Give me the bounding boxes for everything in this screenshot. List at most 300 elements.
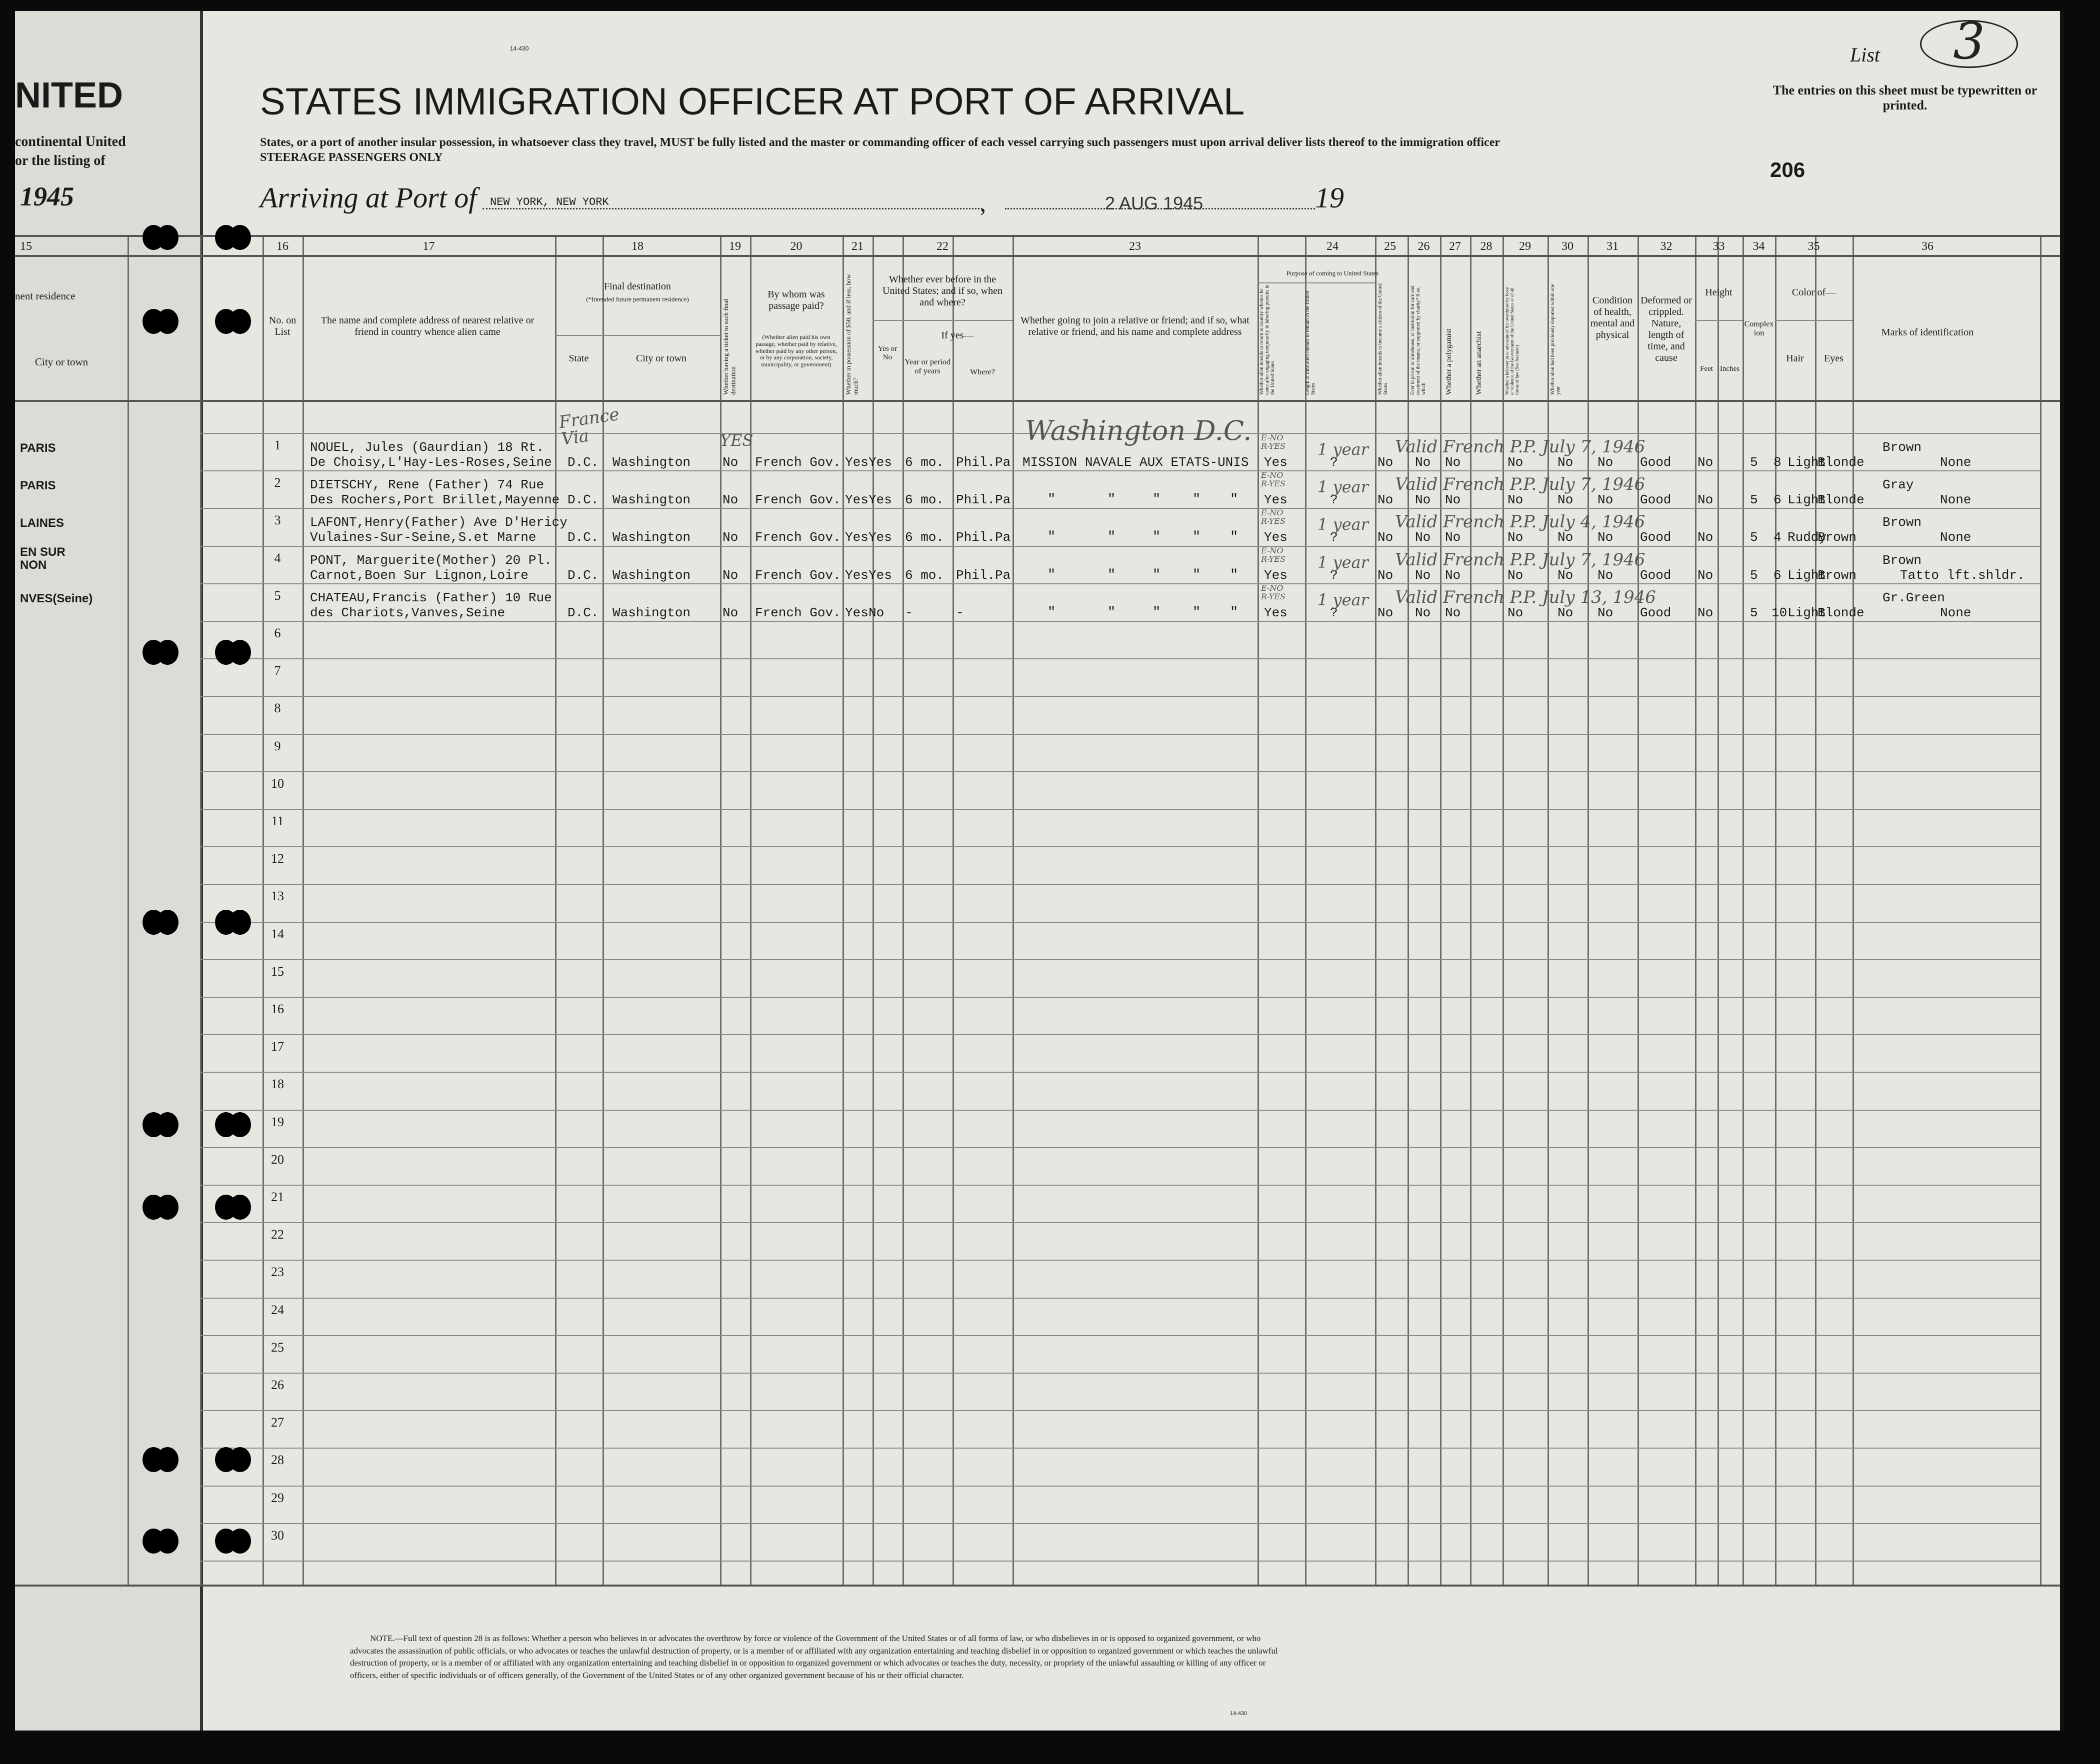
deformed: No [1698, 530, 1714, 545]
height-inches: 10 [1772, 605, 1788, 620]
grid-row-line [200, 1410, 2040, 1411]
handwritten-passport: Valid French P.P. July 7, 1946 [1395, 437, 1646, 457]
relative-address: De Choisy,L'Hay-Les-Roses,Seine [310, 455, 552, 470]
row-number: 15 [271, 964, 284, 979]
punch-hole [142, 640, 182, 665]
ditto-mark: " [1192, 605, 1201, 620]
handwritten-purpose: E-NO R-YES [1261, 546, 1286, 564]
punch-hole [215, 640, 255, 665]
col-19-num: 19 [729, 240, 741, 253]
row-number: 20 [271, 1152, 284, 1167]
length-of-stay: ? [1330, 530, 1338, 545]
row-number: 4 [274, 551, 281, 565]
ditto-mark: " [1152, 568, 1161, 583]
left-residence-city: PARIS [20, 441, 56, 455]
eye-color: Brown [1882, 515, 1922, 530]
col-26-num: 26 [1418, 240, 1430, 253]
grid-row-line [200, 1561, 2040, 1562]
ditto-mark: " [1230, 492, 1238, 507]
handwritten-length: 1 year [1318, 440, 1368, 459]
grid-hline [15, 235, 2060, 237]
dest-city: Washington [612, 605, 691, 620]
relative-address: Des Rochers,Port Brillet,Mayenne [310, 492, 560, 507]
overthrow: No [1558, 605, 1574, 620]
col-18-sub: (*Intended future permanent residence) [586, 295, 689, 303]
row-number: 8 [274, 701, 281, 715]
ticket: No [722, 568, 738, 583]
deported: No [1598, 492, 1614, 507]
col-30-num: 30 [1562, 240, 1574, 253]
grid-hline [15, 400, 2060, 402]
punch-hole [142, 1447, 182, 1472]
handwritten-passport: Valid French P.P. July 4, 1946 [1395, 512, 1646, 532]
health: Good [1640, 605, 1672, 620]
grid-row-line [200, 809, 2040, 810]
row-number: 28 [271, 1453, 284, 1467]
row-number: 16 [271, 1002, 284, 1016]
deported: No [1598, 455, 1614, 470]
col-22-where: Where? [970, 368, 995, 376]
ditto-mark: " [1048, 568, 1056, 583]
polygamist: No [1445, 605, 1461, 620]
left-line-2: or the listing of [15, 153, 106, 168]
grid-sub-line [872, 320, 1012, 321]
grid-row-line [200, 922, 2040, 923]
complexion: Light [1788, 605, 1827, 620]
intends-return: Yes [1264, 530, 1288, 545]
relative-name: NOUEL, Jules (Gaurdian) 18 Rt. [310, 440, 544, 455]
where-in-us: - [956, 605, 964, 620]
col-22-yesno: Yes or No [878, 345, 898, 362]
polygamist: No [1445, 530, 1461, 545]
grid-row-line [200, 997, 2040, 998]
punch-hole [142, 225, 182, 250]
col-17-label: The name and complete address of nearest relative or friend in country whence alien came [320, 315, 534, 337]
has-fifty-dollars: Yes [845, 568, 868, 583]
height-inches: 6 [1774, 568, 1782, 583]
polygamist: No [1445, 568, 1461, 583]
intends-citizen: No [1378, 455, 1394, 470]
punch-hole [142, 1195, 182, 1220]
ticket: No [722, 492, 738, 507]
complexion: Light [1788, 568, 1827, 583]
row-number: 2 [274, 475, 281, 490]
left-line-1: continental United [15, 134, 126, 149]
row-number: 13 [271, 889, 284, 903]
col-27-num: 27 [1449, 240, 1461, 253]
col-32-num: 32 [1660, 240, 1672, 253]
left-residence-city: NVES(Seine) [20, 592, 93, 605]
dest-city: Washington [612, 568, 691, 583]
punch-hole [215, 1112, 255, 1137]
arriving-label: Arriving at Port of [260, 181, 477, 214]
dest-state: D.C. [568, 605, 599, 620]
grid-row-line [200, 1523, 2040, 1524]
left-title-fragment: NITED [15, 75, 123, 115]
anarchist: No [1508, 492, 1524, 507]
deported: No [1598, 530, 1614, 545]
identification-marks: None [1940, 605, 1972, 620]
handwritten-destination-note: France Via [558, 404, 621, 450]
steerage-label: STEERAGE PASSENGERS ONLY [260, 151, 443, 164]
period-in-us: 6 mo. [905, 530, 944, 545]
col-33-inches: Inches [1720, 365, 1740, 373]
previously-in-us: Yes [868, 492, 892, 507]
handwritten-passport: Valid French P.P. July 7, 1946 [1395, 474, 1646, 494]
ditto-mark: " [1152, 530, 1161, 545]
ditto-mark: " [1152, 492, 1161, 507]
row-number: 22 [271, 1227, 284, 1242]
deformed: No [1698, 492, 1714, 507]
col-24-num: 24 [1326, 240, 1338, 253]
row-number: 29 [271, 1491, 284, 1505]
row-number: 12 [271, 851, 284, 866]
grid-row-line [200, 1298, 2040, 1299]
grid-row-line [200, 1034, 2040, 1035]
relative-name: DIETSCHY, Rene (Father) 74 Rue [310, 477, 544, 492]
col-17-num: 17 [422, 240, 435, 253]
punch-hole [142, 910, 182, 935]
grid-row-line [200, 959, 2040, 960]
anarchist: No [1508, 455, 1524, 470]
handwritten-passport: Valid French P.P. July 13, 1946 [1395, 587, 1656, 607]
previously-in-us: Yes [868, 530, 892, 545]
grid-sub-line [1695, 320, 1742, 321]
identification-marks: Tatto lft.shldr. [1900, 568, 2025, 583]
handwritten-join-city: Washington D.C. [1025, 415, 1252, 446]
passage-paid-by: French Gov. [755, 455, 841, 470]
eye-color: Brown [1882, 440, 1922, 455]
year-prefix: 19 [1315, 181, 1344, 214]
health: Good [1640, 530, 1672, 545]
anarchist: No [1508, 605, 1524, 620]
left-residence-city: PARIS [20, 479, 56, 492]
grid-sub-line [1775, 320, 1852, 321]
punch-hole [215, 309, 255, 334]
col-28-num: 28 [1480, 240, 1492, 253]
col-23-label: Whether going to join a relative or friend; and if so, what relative or friend, and his name and complete address [1020, 315, 1250, 337]
col-24-label: Purpose of coming to United States [1286, 269, 1379, 277]
grid-hline [15, 1585, 2060, 1587]
arrival-date-stamp: 2 AUG 1945 [1105, 193, 1204, 213]
col-34-label: Complexion [1744, 320, 1774, 338]
grid-row-line [200, 884, 2040, 885]
length-of-stay: ? [1330, 492, 1338, 507]
passage-paid-by: French Gov. [755, 530, 841, 545]
col-28-label: Whether an anarchist [1475, 331, 1483, 395]
handwritten-purpose: E-NO R-YES [1261, 470, 1286, 488]
col-32-label: Deformed or crippled. Nature, length of time, and cause [1640, 295, 1692, 363]
intends-return: Yes [1264, 605, 1288, 620]
col-19-label: Whether having a ticket to such final destination [722, 298, 737, 395]
row-number: 23 [271, 1265, 284, 1279]
grid-row-line [200, 1147, 2040, 1148]
list-label: List [1850, 43, 1880, 66]
ticket: No [722, 455, 738, 470]
col-22-ifyes: If yes— [941, 330, 974, 341]
period-in-us: - [905, 605, 913, 620]
intends-citizen: No [1378, 492, 1394, 507]
hair-color: Blonde [1818, 492, 1864, 507]
entries-note: The entries on this sheet must be typewritten or printed. [1772, 83, 2038, 112]
hair-color: Blonde [1818, 605, 1864, 620]
deported: No [1598, 605, 1614, 620]
row-number: 19 [271, 1115, 284, 1129]
left-col-header: nent residence [15, 290, 76, 302]
anarchist: No [1508, 568, 1524, 583]
instructions: States, or a port of another insular possession, in whatsoever class they travel, MUST be fully listed and the master or commanding officer of each vessel carrying such passengers must upon arrival deliver lists thereof to the immigration officer [260, 136, 1500, 149]
health: Good [1640, 455, 1672, 470]
dest-city: Washington [612, 492, 691, 507]
handwritten-length: 1 year [1318, 590, 1368, 609]
table-row [0, 470, 2045, 507]
height-feet: 5 [1750, 492, 1758, 507]
eye-color: Gr.Green [1882, 590, 1945, 605]
prison-record: No [1415, 605, 1431, 620]
height-inches: 6 [1774, 492, 1782, 507]
grid-row-line [200, 1072, 2040, 1073]
where-in-us: Phil.Pa [956, 492, 1011, 507]
col-33-label: Height [1705, 287, 1732, 298]
passage-paid-by: French Gov. [755, 568, 841, 583]
col-18-num: 18 [632, 240, 644, 253]
col-21-num: 21 [852, 240, 864, 253]
height-feet: 5 [1750, 530, 1758, 545]
punch-hole [142, 1529, 182, 1554]
col-18-state: State [568, 353, 589, 364]
punch-hole [215, 910, 255, 935]
port-line [482, 208, 982, 209]
has-fifty-dollars: Yes [845, 605, 868, 620]
intends-return: Yes [1264, 492, 1288, 507]
row-number: 11 [271, 814, 284, 828]
row-number: 5 [274, 588, 281, 603]
left-col-number: 15 [20, 240, 32, 253]
port-of-arrival: NEW YORK, NEW YORK [490, 196, 609, 208]
handwritten-length: 1 year [1318, 515, 1368, 534]
has-fifty-dollars: Yes [845, 492, 868, 507]
grid-row-line [200, 1222, 2040, 1223]
passage-paid-by: French Gov. [755, 605, 841, 620]
handwritten-purpose: E-NO R-YES [1261, 433, 1286, 451]
table-row [0, 546, 2045, 583]
col-29-label: Whether a believer in or advocate of the overthrow by force or violence of the Government of the United States or of all forms of law (See footnote) [1504, 287, 1520, 395]
relative-address: Carnot,Boen Sur Lignon,Loire [310, 568, 528, 583]
where-in-us: Phil.Pa [956, 530, 1011, 545]
deformed: No [1698, 605, 1714, 620]
ditto-mark: " [1048, 492, 1056, 507]
height-inches: 8 [1774, 455, 1782, 470]
intends-return: Yes [1264, 455, 1288, 470]
ditto-mark: " [1152, 605, 1161, 620]
overthrow: No [1558, 492, 1574, 507]
col-31-num: 31 [1606, 240, 1618, 253]
dest-state: D.C. [568, 568, 599, 583]
relative-address: des Chariots,Vanves,Seine [310, 605, 506, 620]
period-in-us: 6 mo. [905, 568, 944, 583]
height-feet: 5 [1750, 605, 1758, 620]
ditto-mark: " [1048, 530, 1056, 545]
intends-citizen: No [1378, 568, 1394, 583]
punch-hole [142, 1112, 182, 1137]
joining-relative: MISSION NAVALE AUX ETATS-UNIS [1022, 455, 1249, 470]
col-18-label: Final destination [604, 281, 671, 292]
intends-return: Yes [1264, 568, 1288, 583]
col-36-num: 36 [1922, 240, 1934, 253]
col-36-label: Marks of identification [1881, 327, 1974, 338]
col-24a-label: Whether alien intends to return to country whence he came after engaging temporarily in laboring pursuits in the United States [1259, 284, 1276, 395]
period-in-us: 6 mo. [905, 492, 944, 507]
form-code-top: 14-430 [510, 45, 529, 52]
polygamist: No [1445, 492, 1461, 507]
grid-row-line [200, 658, 2040, 659]
prison-record: No [1415, 568, 1431, 583]
dest-city: Washington [612, 530, 691, 545]
col-23-num: 23 [1129, 240, 1141, 253]
grid-hline [15, 255, 2060, 257]
ditto-mark: " [1192, 568, 1201, 583]
passage-paid-by: French Gov. [755, 492, 841, 507]
col-22-num: 22 [936, 240, 948, 253]
eye-color: Gray [1882, 477, 1914, 492]
prison-record: No [1415, 492, 1431, 507]
row-number: 18 [271, 1077, 284, 1091]
row-number: 21 [271, 1190, 284, 1204]
previously-in-us: Yes [868, 455, 892, 470]
identification-marks: None [1940, 530, 1972, 545]
dest-state: D.C. [568, 492, 599, 507]
deformed: No [1698, 455, 1714, 470]
hair-color: Brown [1818, 530, 1857, 545]
hair-color: Blonde [1818, 455, 1864, 470]
page-title: STATES IMMIGRATION OFFICER AT PORT OF ARRIVAL [260, 80, 1245, 123]
hair-color: Brown [1818, 568, 1857, 583]
footnote-form-code: 14-430 [1230, 1711, 1248, 1717]
dest-state: D.C. [568, 455, 599, 470]
dest-city: Washington [612, 455, 691, 470]
overthrow: No [1558, 455, 1574, 470]
ditto-mark: " [1108, 605, 1116, 620]
col-35-label: Color of— [1792, 287, 1836, 298]
col-30-label: Whether alien had been previously deported within one year [1550, 284, 1561, 395]
height-inches: 4 [1774, 530, 1782, 545]
grid-row-line [200, 696, 2040, 697]
row-number: 7 [274, 663, 281, 678]
col-21-label: Whether in possession of $50, and if less, how much? [844, 274, 860, 395]
length-of-stay: ? [1330, 568, 1338, 583]
col-33-feet: Feet [1700, 365, 1713, 373]
relative-address: Vulaines-Sur-Seine,S.et Marne [310, 530, 536, 545]
height-feet: 5 [1750, 455, 1758, 470]
ticket: No [722, 605, 738, 620]
grid-row-line [200, 1185, 2040, 1186]
col-25-label: Whether alien intends to become a citizen of the United States [1378, 283, 1388, 395]
row-number: 24 [271, 1303, 284, 1317]
anarchist: No [1508, 530, 1524, 545]
punch-hole [215, 1529, 255, 1554]
complexion: Light [1788, 492, 1827, 507]
col-20-label: By whom was passage paid? [768, 289, 825, 311]
row-number: 1 [274, 438, 281, 452]
punch-hole [142, 309, 182, 334]
prison-record: No [1415, 455, 1431, 470]
ticket: No [722, 530, 738, 545]
eye-color: Brown [1882, 553, 1922, 568]
comma-sep: , [980, 190, 986, 217]
ditto-mark: " [1108, 492, 1116, 507]
ditto-mark: " [1230, 530, 1238, 545]
stamp-number: 206 [1770, 158, 1806, 181]
ditto-mark: " [1230, 605, 1238, 620]
height-feet: 5 [1750, 568, 1758, 583]
manifest-sheet [15, 11, 2064, 1731]
row-number: 30 [271, 1528, 284, 1543]
identification-marks: None [1940, 455, 1972, 470]
intends-citizen: No [1378, 530, 1394, 545]
where-in-us: Phil.Pa [956, 568, 1011, 583]
row-number: 3 [274, 513, 281, 527]
grid-row-line [200, 734, 2040, 735]
handwritten-purpose: E-NO R-YES [1261, 508, 1286, 526]
col-31-label: Condition of health, mental and physical [1590, 295, 1635, 340]
intends-citizen: No [1378, 605, 1394, 620]
grid-row-line [200, 846, 2040, 847]
relative-name: LAFONT,Henry(Father) Ave D'Hericy [310, 515, 568, 530]
where-in-us: Phil.Pa [956, 455, 1011, 470]
identification-marks: None [1940, 492, 1972, 507]
grid-row-line [200, 1260, 2040, 1261]
complexion: Ruddy [1788, 530, 1827, 545]
col-35-hair: Hair [1786, 353, 1804, 364]
has-fifty-dollars: Yes [845, 530, 868, 545]
health: Good [1640, 568, 1672, 583]
col-27-label: Whether a polygamist [1445, 328, 1453, 395]
grid-row-line [200, 1486, 2040, 1487]
ditto-mark: " [1192, 492, 1201, 507]
overthrow: No [1558, 568, 1574, 583]
ditto-mark: " [1192, 530, 1201, 545]
row-number: 25 [271, 1340, 284, 1355]
col-25-num: 25 [1384, 240, 1396, 253]
grid-row-line [200, 1373, 2040, 1374]
left-col-subheader: City or town [35, 356, 88, 368]
col-29-num: 29 [1519, 240, 1531, 253]
row-number: 26 [271, 1378, 284, 1392]
col-20-sub: (Whether alien paid his own passage, whether paid by relative, whether paid by any other person, or by any corporation, society, municipality, or government) [755, 333, 838, 368]
handwritten-passport: Valid French P.P. July 7, 1946 [1395, 550, 1646, 570]
col-20-num: 20 [790, 240, 802, 253]
prison-record: No [1415, 530, 1431, 545]
footnote: NOTE.—Full text of question 28 is as follows: Whether a person who believes in or advocates the overthrow by force or violence of the Government of the United States or of all forms of law, or who disbelieves in or is opposed to organized government, or who advocates the assassination of public officials, or who advocates or teaches the unlawful destruction of property, or is a member of or affiliated with any organization entertaining and teaching disbelief in or opposition to organized government or which teaches the unlawful destruction of property, or is a member of or affiliated with any organization entertaining and teaching disbelief in or opposition to organized government or which advocates or teaches the duty, necessity, or propriety of the unlawful assaulting or killing of any officer or officers, either of specific individuals or of officers generally, of the Government of the United States or of any other organized government because of his or their official character. [350, 1634, 1278, 1680]
deported: No [1598, 568, 1614, 583]
grid-sub-line [555, 335, 720, 336]
ditto-mark: " [1108, 568, 1116, 583]
period-in-us: 6 mo. [905, 455, 944, 470]
row-number: 10 [271, 776, 284, 791]
grid-row-line [200, 1110, 2040, 1111]
left-page-fragment [15, 11, 203, 1731]
col-22-label: Whether ever before in the United States; and if so, when and where? [882, 274, 1002, 308]
deformed: No [1698, 568, 1714, 583]
left-residence-city: EN SUR NON [20, 545, 66, 572]
punch-hole [215, 225, 255, 250]
date-line [1005, 208, 1315, 209]
table-row [0, 508, 2045, 545]
col-18-city: City or town [636, 353, 687, 364]
col-34-num: 34 [1752, 240, 1765, 253]
handwritten-ticket-yes: YES [720, 431, 754, 450]
table-row [0, 433, 2045, 470]
